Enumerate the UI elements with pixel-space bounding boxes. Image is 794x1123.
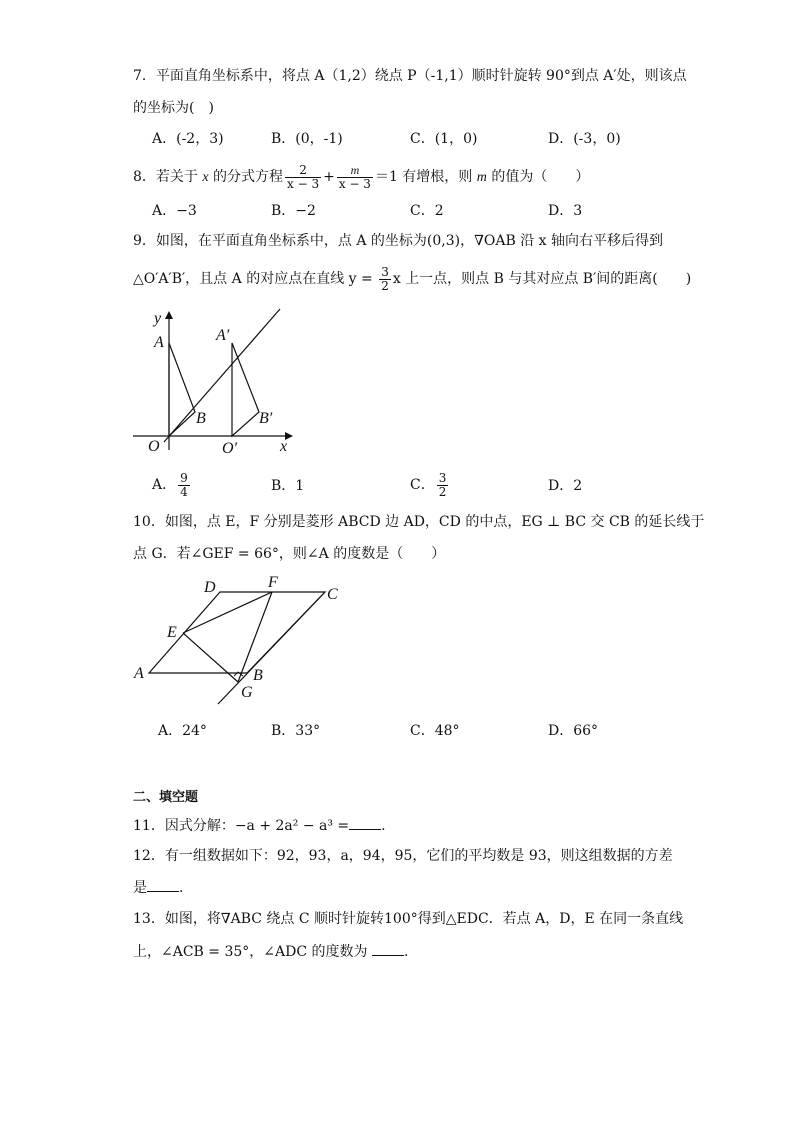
q9-label-b: B: [196, 410, 206, 427]
q10-label-b: B: [253, 667, 263, 684]
q9-y-arrow: [165, 311, 173, 319]
q7-line2: 的坐标为( ): [133, 100, 214, 116]
q12-line2: [133, 877, 183, 898]
q9-option-a-prefix: A．: [152, 477, 177, 493]
q9-option-c-prefix: C．: [410, 477, 435, 493]
q13-line2-text: 上，∠ACB = 35°，∠ADC 的度数为: [133, 944, 372, 960]
q9-option-c-den: 2: [438, 484, 447, 499]
q8-suffix: ＝1 有增根，则: [374, 169, 477, 185]
q9-line2b: x 上一点，则点 B 与其对应点 B′间的距离( ): [392, 271, 692, 287]
q8-fraction-1: [285, 164, 321, 191]
q11-end: .: [381, 818, 386, 834]
q10-option-c: C．48°: [410, 723, 460, 739]
q9-label-o-prime: O′: [222, 440, 238, 455]
q7-option-a: A．(-2，3): [152, 131, 224, 147]
q10-line-cb-extended: [218, 592, 325, 704]
q9-option-a: [152, 468, 192, 502]
q9-option-d: D．2: [548, 478, 583, 494]
q9-frac-den: 2: [381, 278, 389, 293]
q8-line: [133, 160, 589, 195]
q10-line1: 10．如图，点 E，F 分别是菱形 ABCD 边 AD，CD 的中点，EG ⊥ BC 交 CB 的延长线于: [133, 514, 705, 530]
q7-option-b: B．(0，-1): [271, 131, 343, 147]
q12-answer-blank[interactable]: [147, 877, 179, 892]
q9-option-c: [410, 468, 450, 502]
q8-var-x: x: [202, 170, 209, 185]
q9-line1: 9．如图，在平面直角坐标系中，点 A 的坐标为(0,3)，∇OAB 沿 x 轴向右平移后得到: [133, 233, 664, 249]
q10-label-c: C: [327, 586, 338, 603]
q9-line2: [133, 262, 691, 296]
q10-label-e: E: [167, 624, 177, 641]
q13-end: .: [403, 944, 409, 960]
q11-text: 11．因式分解：−a + 2a² − a³ =: [133, 818, 350, 834]
q12-end: .: [179, 880, 184, 896]
q10-figure: [128, 572, 358, 712]
q9-fraction: [379, 266, 391, 293]
q8-option-d: D．3: [548, 203, 583, 219]
q7-line1: 7．平面直角坐标系中，将点 A（1,2）绕点 P（-1,1）顺时针旋转 90°到点 A′处，则该点: [133, 68, 687, 84]
q8-option-c: C．2: [410, 203, 444, 219]
q8-plus: +: [323, 169, 335, 185]
q8-option-b: B．−2: [271, 203, 316, 219]
q9-label-x: x: [280, 438, 288, 455]
q13-answer-blank[interactable]: [372, 941, 404, 956]
q10-option-d: D．66°: [548, 723, 599, 739]
q9-option-c-num: 3: [438, 470, 447, 485]
q11-answer-blank[interactable]: [349, 815, 381, 830]
q9-option-a-fraction: [178, 472, 190, 499]
q8-fraction-2: [337, 164, 373, 191]
q12-line2-text: 是: [133, 880, 147, 896]
q13-line2: [133, 941, 408, 962]
q10-label-f: F: [268, 574, 278, 591]
q7-option-c: C．(1，0): [410, 131, 478, 147]
q8-end: 的值为（ ）: [486, 169, 590, 185]
q9-option-a-den: 4: [180, 484, 188, 499]
q8-prefix: 8．若关于: [133, 169, 203, 185]
q9-label-a-prime: A′: [216, 327, 230, 344]
q10-label-d: D: [204, 579, 216, 596]
q9-option-a-num: 9: [180, 470, 188, 485]
q10-segment-eg: [183, 633, 238, 682]
q11-line: [133, 815, 386, 836]
q10-label-a: A: [134, 665, 144, 682]
q7-option-d: D．(-3，0): [548, 131, 621, 147]
q8-frac2-den: x − 3: [338, 176, 371, 191]
q9-label-y: y: [154, 310, 162, 327]
q10-label-g: G: [241, 684, 253, 701]
q9-figure: [128, 305, 308, 455]
q10-option-b: B．33°: [271, 723, 321, 739]
q12-line1: 12．有一组数据如下：92，93，a，94，95，它们的平均数是 93，则这组数据的方差: [133, 848, 673, 864]
q9-option-c-fraction: [437, 472, 449, 499]
q9-triangle-o-a-b-prime: [232, 343, 259, 436]
q10-line2: 点 G．若∠GEF = 66°，则∠A 的度数是（ ）: [133, 546, 446, 562]
q9-label-o: O: [148, 438, 160, 455]
q9-line2a: △O′A′B′，且点 A 的对应点在直线 y =: [133, 271, 378, 287]
q13-line1: 13．如图，将∇ABC 绕点 C 顺时针旋转100°得到△EDC．若点 A，D，E 在同一条直线: [133, 911, 684, 927]
q8-frac1-den: x − 3: [287, 176, 320, 191]
q8-var-m: m: [476, 170, 487, 185]
q8-mid: 的分式方程: [208, 169, 284, 185]
q9-label-b-prime: B′: [259, 410, 273, 427]
q8-frac2-num: m: [337, 164, 373, 178]
q9-option-b: B．1: [271, 478, 305, 494]
q9-label-a: A: [154, 334, 164, 351]
section-fill-blank-title: 二、填空题: [133, 790, 199, 805]
q9-frac-num: 3: [381, 264, 389, 279]
q10-option-a: A．24°: [158, 723, 207, 739]
q8-frac1-num: 2: [285, 164, 321, 178]
q8-option-a: A．−3: [152, 203, 197, 219]
